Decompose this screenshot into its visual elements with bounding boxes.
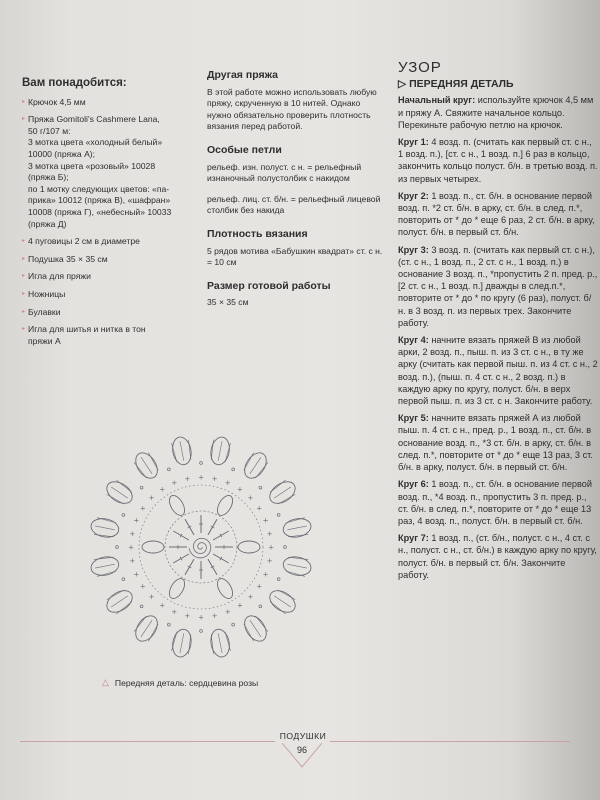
- page-number: 96: [296, 745, 307, 755]
- shell-stitch: [141, 620, 152, 637]
- shell-stitch: [287, 526, 307, 530]
- materials-item: [22, 289, 200, 301]
- pattern-round: [398, 94, 598, 131]
- special-stitches-title: Особые петли: [207, 143, 282, 156]
- shell-stitch: [116, 480, 132, 492]
- shell-stitch: [111, 596, 128, 607]
- shell-stitch: [287, 564, 307, 568]
- materials-item-text: Пряжа Gomitoli's Cashmere Lana, 50 г/107 м: 3 мотка цвета «холодный белый» 10000 (пряжа А); 3 мотка цвета «розовый» 10028 (пряжа Б); по 1 мотку следующих цветов: «па- прика» 10012 (пряжа В), «шафран» 10008 (пряжа Г), «небесный» 10033 (пряжа Д): [28, 114, 172, 229]
- materials-column: [22, 78, 200, 353]
- gauge-section: [207, 229, 387, 269]
- rounds-list: [398, 94, 598, 581]
- shell-stitch: [107, 590, 124, 600]
- pattern-round: [398, 478, 598, 527]
- ring-sc: [139, 485, 263, 609]
- materials-item-text: Подушка 35 × 35 см: [28, 253, 108, 264]
- shell-stitch: [244, 453, 254, 470]
- plus-mark: +: [211, 612, 218, 621]
- shell-stitch: [270, 602, 286, 614]
- materials-title: Вам понадобится:: [22, 77, 127, 89]
- round-text: 3 возд. п. (считать как первый ст. с н.), (ст. с н., 1 возд. п., 2 ст. с н., 1 возд. п.) в основание 3 возд. п., *пропустить 2 п. пред. р., [2 ст. с н., 1 возд. п.] дважды в след.п.*, повторите от * до * по кругу (6 раз), полуст. б/н. в 3 возд. п. из первых трех. Закончите работу.: [398, 244, 598, 328]
- chain-mark: [259, 486, 262, 489]
- shell-stitch: [95, 564, 115, 568]
- pattern-round: [398, 532, 598, 581]
- round-label: Круг 3:: [398, 244, 429, 255]
- chain-mark: [122, 513, 125, 516]
- round-label: Круг 4:: [398, 335, 429, 346]
- triangle-icon: ▷: [398, 78, 407, 91]
- crochet-diagram: [86, 432, 316, 662]
- bullet-icon: ▸: [22, 308, 26, 315]
- materials-item-text: Ножницы: [28, 288, 66, 299]
- shell-stitch: [225, 443, 230, 462]
- chain-mark: [116, 546, 119, 549]
- round-text: 4 возд. п. (считать как первый ст. с н., 1 возд. п.), [ст. с н., 1 возд. п.] 6 раз в кольцо, закончить кольцо полуст. б/н. в третью возд. п. из первых четырех.: [398, 137, 598, 184]
- bullet-icon: ▸: [22, 273, 26, 280]
- special-stitch-item: рельеф. лиц. ст. б/н. = рельефный лицевой столбик без накида: [207, 193, 381, 216]
- shell-stitch: [172, 443, 177, 462]
- plus-mark: +: [262, 516, 269, 525]
- plus-mark: +: [129, 557, 136, 566]
- chain-mark: [200, 630, 203, 633]
- materials-item-text: 4 пуговицы 2 см в диаметре: [28, 236, 140, 247]
- shell-stitch: [256, 616, 268, 632]
- cluster-stitch: [214, 493, 235, 518]
- plus-mark: +: [268, 543, 274, 552]
- round-text: 1 возд. п., (ст. б/н., полуст. с н., 4 ст. с н., полуст. с н., ст. б/н.) в каждую арку по кругу, полуст. б/н. в первый ст. б/н. Закончите работу.: [398, 533, 597, 580]
- other-yarn-title: Другая пряжа: [207, 69, 279, 81]
- special-stitches-section: [207, 145, 387, 217]
- shell-stitch: [278, 494, 295, 504]
- chain-mark: [277, 578, 280, 581]
- shell-stitch: [270, 480, 286, 492]
- gauge-text: 5 рядов мотива «Бабушкин квадрат» ст. с н. = 10 см: [207, 245, 383, 268]
- materials-item-text: Крючок 4,5 мм: [28, 96, 86, 107]
- bullet-icon: ▸: [22, 98, 26, 105]
- plus-mark: +: [159, 601, 166, 610]
- round-label: Начальный круг:: [398, 95, 476, 106]
- pattern-column: [398, 59, 598, 586]
- diagram-caption: [102, 677, 258, 688]
- footer-rule-left: [20, 741, 275, 742]
- footer-rule-right: [330, 741, 570, 742]
- round-label: Круг 1:: [398, 137, 429, 148]
- plus-mark: +: [133, 516, 140, 525]
- bullet-icon: ▸: [22, 290, 26, 297]
- special-stitch-item: рельеф. изн. полуст. с н. = рельефный изнаночный полустолбик с накидом: [207, 161, 362, 184]
- shell-stitch: [218, 441, 222, 461]
- materials-item: [22, 114, 200, 230]
- shell-stitch: [172, 632, 177, 651]
- plus-mark: +: [262, 570, 269, 579]
- materials-list: [22, 97, 200, 348]
- bullet-icon: ▸: [22, 116, 26, 123]
- pattern-title: УЗОР: [398, 59, 442, 76]
- pattern-round: [398, 412, 598, 473]
- chain-mark: [277, 513, 280, 516]
- plus-mark: +: [266, 529, 273, 538]
- plus-mark: +: [236, 485, 243, 494]
- shell-stitch: [218, 633, 222, 653]
- plus-mark: +: [266, 557, 273, 566]
- pattern-round: [398, 334, 598, 407]
- plus-mark: +: [184, 612, 191, 621]
- plus-mark: +: [148, 592, 155, 601]
- shell-stitch: [134, 462, 146, 478]
- round-text: используйте крючок 4,5 мм и пряжу А. Свяжите начальное кольцо. Перекиньте рабочую петлю на крючок.: [398, 95, 594, 130]
- plus-mark: +: [139, 582, 146, 591]
- shell-stitch: [148, 453, 158, 470]
- triangle-outline-icon: △: [102, 677, 109, 687]
- plus-mark: +: [128, 543, 134, 552]
- shell-stitch: [141, 457, 152, 474]
- round-label: Круг 5:: [398, 413, 429, 424]
- materials-item: [22, 324, 200, 347]
- shell-stitch: [274, 487, 291, 498]
- materials-item-text: Игла для пряжи: [28, 271, 91, 282]
- materials-item: [22, 97, 200, 109]
- round-text: начните вязать пряжей А из любой пыш. п. 4 ст. с н., пред. р., 1 возд. п., ст. б/н. в основание возд. п., *3 ст. б/н. в арку, ст. б/н. в след. п.*, повторите от * до * еще 13 раз, 3 ст. б/н. в арку, полуст. б/н. в первый ст. б/н.: [398, 413, 593, 473]
- other-yarn-section: [207, 70, 387, 133]
- shell-stitch: [180, 441, 184, 461]
- chain-mark: [200, 462, 203, 465]
- shell-stitch: [116, 602, 132, 614]
- shell-stitch: [148, 624, 158, 641]
- pattern-round: [398, 190, 598, 239]
- size-text: 35 × 35 см: [207, 297, 249, 308]
- chain-mark: [232, 623, 235, 626]
- chain-mark: [259, 605, 262, 608]
- round-text: начните вязать пряжей В из любой арки, 2 возд. п., пыш. п. из 3 ст. с н., в ту же арку (считать как первой пыш. п. из 4 ст. с н., 2 возд. п.), (пыш. п. 4 ст. с н., 2 возд. п.) в каждую арку по кругу, полуст. б/н. в верх первой пыш. п. из 3 ст. с н. Закончите работу.: [398, 335, 598, 407]
- pattern-round: [398, 136, 598, 185]
- shell-stitch: [286, 571, 305, 576]
- shell-stitch: [274, 596, 291, 607]
- materials-item: [22, 254, 200, 266]
- size-section: [207, 281, 387, 309]
- other-yarn-text: В этой работе можно использовать любую пряжу, скрученную в 10 нитей. Однако нужно обязательно проверить плотность вязания перед работой.: [207, 86, 377, 132]
- shell-stitch: [180, 633, 184, 653]
- round-label: Круг 7:: [398, 533, 429, 544]
- materials-item-text: Игла для шитья и нитка в тон пряжи А: [28, 324, 146, 346]
- shell-stitch: [250, 620, 261, 637]
- shell-stitch: [97, 571, 116, 576]
- shell-stitch: [107, 494, 124, 504]
- cluster-stitch: [166, 576, 187, 601]
- shell-stitch: [134, 616, 146, 632]
- plus-mark: +: [247, 494, 254, 503]
- shell-stitch: [250, 457, 261, 474]
- plus-mark: +: [198, 473, 204, 482]
- size-title: Размер готовой работы: [207, 279, 331, 292]
- shell-stitch: [244, 624, 254, 641]
- round-label: Круг 2:: [398, 190, 429, 201]
- shell-stitch: [225, 632, 230, 651]
- plus-mark: +: [171, 608, 178, 617]
- footer-title: ПОДУШКИ: [279, 731, 327, 741]
- shell-stitch: [95, 526, 115, 530]
- shell-stitch: [256, 462, 268, 478]
- plus-mark: +: [159, 485, 166, 494]
- cluster-stitch: [214, 576, 235, 601]
- cluster-stitch: [166, 493, 187, 518]
- plus-mark: +: [139, 504, 146, 513]
- bullet-icon: ▸: [22, 238, 26, 245]
- materials-item: [22, 236, 200, 248]
- materials-item: [22, 271, 200, 283]
- pattern-section-title: ПЕРЕДНЯЯ ДЕТАЛЬ: [409, 78, 514, 91]
- round-text: 1 возд. п., ст. б/н. в основание первой возд. п. *2 ст. б/н. в арку, ст. б/н. в след. п.*, повторить от * до * еще 6 раз, 2 ст. б/н. в арку, полуст. б/н. в первый ст. б/н.: [398, 190, 595, 238]
- pattern-section-heading: [398, 78, 598, 90]
- chain-mark: [140, 605, 143, 608]
- shell-stitch: [97, 518, 116, 523]
- shell-stitch: [111, 487, 128, 498]
- plus-mark: +: [236, 601, 243, 610]
- plus-mark: +: [148, 494, 155, 503]
- round-label: Круг 6:: [398, 479, 429, 490]
- plus-mark: +: [224, 608, 231, 617]
- round-text: 1 возд. п., ст. б/н. в основание первой возд. п., *4 возд. п., пропустить 3 п. пред. р., ст. б/н. в след. п.*, повторите от * до * еще 13 раз, 4 возд. п., полуст. б/н. в первый ст. б/н.: [398, 479, 593, 526]
- plus-mark: +: [133, 570, 140, 579]
- materials-item: [22, 307, 200, 319]
- shell-stitch: [278, 590, 295, 600]
- plus-mark: +: [184, 474, 191, 483]
- plus-mark: +: [129, 529, 136, 538]
- materials-item-text: Булавки: [28, 306, 61, 317]
- diagram-caption-text: Передняя деталь: сердцевина розы: [114, 677, 259, 688]
- plus-mark: +: [256, 582, 263, 591]
- plus-mark: +: [224, 478, 231, 487]
- plus-mark: +: [171, 478, 178, 487]
- center-ring: [189, 538, 211, 558]
- chain-mark: [167, 468, 170, 471]
- plus-mark: +: [198, 613, 204, 622]
- shell-stitch: [286, 518, 305, 523]
- chain-mark: [284, 546, 287, 549]
- cluster-stitch: [238, 541, 260, 553]
- gauge-title: Плотность вязания: [207, 227, 308, 240]
- info-column: [207, 70, 387, 321]
- chain-mark: [167, 623, 170, 626]
- bullet-icon: ▸: [22, 255, 26, 262]
- cluster-stitch: [142, 541, 164, 553]
- chain-mark: [140, 486, 143, 489]
- chain-mark: [122, 578, 125, 581]
- plus-mark: +: [247, 592, 254, 601]
- chain-mark: [232, 468, 235, 471]
- bullet-icon: ▸: [22, 326, 26, 333]
- plus-mark: +: [211, 474, 218, 483]
- plus-mark: +: [256, 504, 263, 513]
- pattern-round: [398, 244, 598, 329]
